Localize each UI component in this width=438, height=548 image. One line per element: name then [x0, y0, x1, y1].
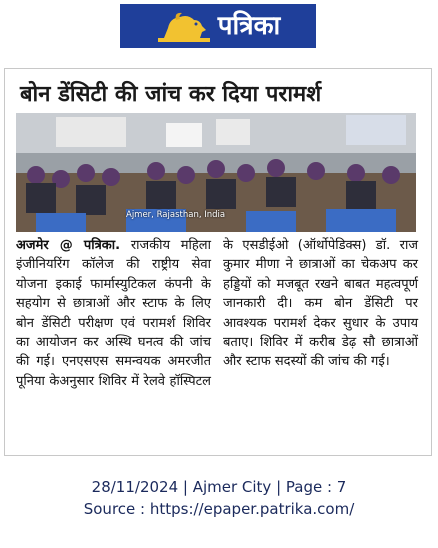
- lion-icon: [156, 8, 212, 44]
- article-text: राजकीय महिला इंजीनियरिंग कॉलेज की राष्ट्रीय सेवा योजना इकाई फार्मास्युटिकल कंपनी के सहयोग से छात्राओं और स्टाफ के लिए बोन डेंसिटी परीक्षण एवं परामर्श शिविर का आयोजन कर अस्थि घनत्व की जांच की गई। एनएसएस समन्वयक अमरजीत पूनिया केअनुसार शिविर में रेलवे हॉस्पिटल के एसडीईओ (ऑर्थोपेडिक्स) डॉ. राज कुमार मीणा ने छात्राओं का चेकअप कर हड्डियों को मजबूत रखने बाबत महत्वपूर्ण जानकारी दी। कम बोन डेंसिटी पर आवश्यक परामर्श देकर सुधार के उपाय बताए। शिविर में करीब डेढ़ सौ छात्राओं और स्टाफ सदस्यों की जांच की गई।: [16, 238, 418, 389]
- photo-caption: Ajmer, Rajasthan, India: [126, 210, 226, 220]
- article-headline: बोन डेंसिटी की जांच कर दिया परामर्श: [20, 82, 322, 107]
- footer-source-line[interactable]: Source : https://epaper.patrika.com/: [83, 500, 355, 518]
- article-body: [16, 236, 418, 446]
- footer-date-line: 28/11/2024 | Ajmer City | Page : 7: [91, 478, 347, 496]
- masthead: [120, 4, 316, 48]
- masthead-title: पत्रिका: [217, 11, 281, 41]
- article-dateline: अजमेर @ पत्रिका.: [16, 238, 121, 253]
